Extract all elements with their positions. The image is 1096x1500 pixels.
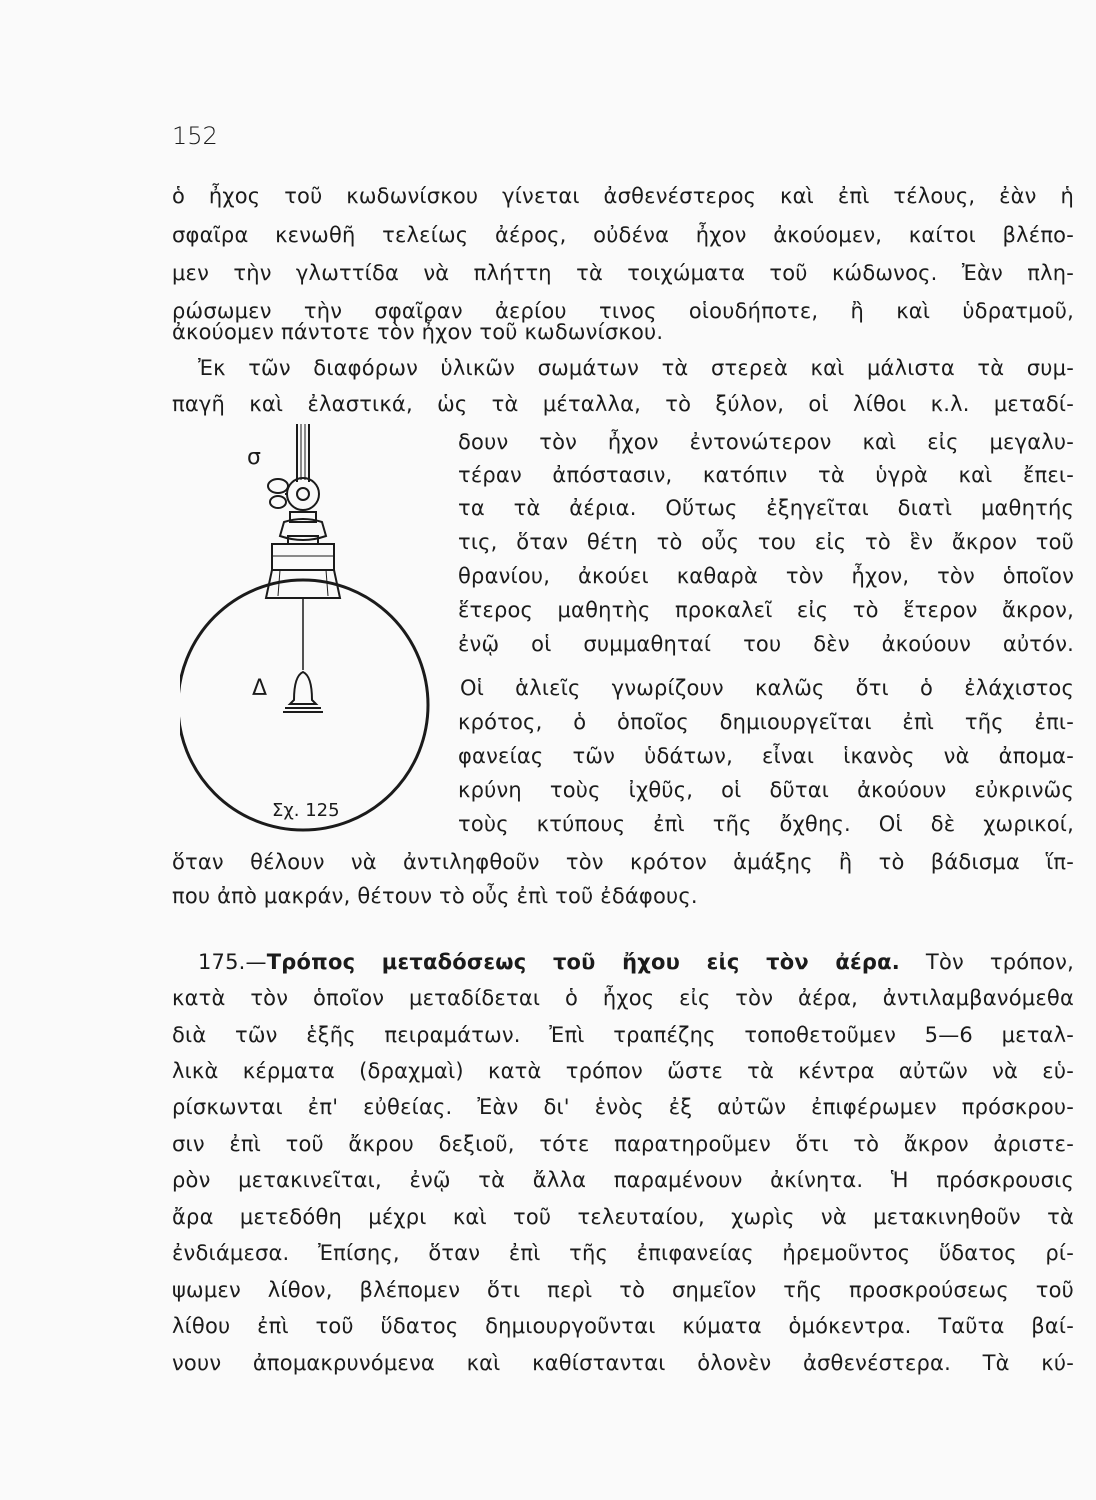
text-line: λικὰ κέρματα (δραχμαὶ) κατὰ τρόπον ὥστε τὰ κέντρα αὐτῶν νὰ εὑ-	[172, 1059, 1074, 1083]
text-line: σφαῖρα κενωθῆ τελείως ἀέρος, οὐδένα ἦχον ἀκούομεν, καίτοι βλέπο-	[172, 223, 1074, 247]
figure-caption: Σχ. 125	[272, 800, 340, 821]
text-line: ὁ ἦχος τοῦ κωδωνίσκου γίνεται ἀσθενέστερος καὶ ἐπὶ τέλους, ἐὰν ἡ	[172, 184, 1074, 208]
page-number: 152	[172, 122, 218, 150]
text-line: ρώσωμεν τὴν σφαῖραν ἀερίου τινος οἱουδήποτε, ἢ καὶ ὑδρατμοῦ,	[172, 299, 1074, 323]
section-title: Τρόπος μεταδόσεως τοῦ ἤχου εἰς τὸν ἀέρα.	[266, 950, 900, 974]
text-line: κρότος, ὁ ὁποῖος δημιουργεῖται ἐπὶ τῆς ἐπι-	[458, 710, 1074, 734]
text-line: θρανίου, ἀκούει καθαρὰ τὸν ἦχον, τὸν ὁποῖον	[458, 564, 1074, 588]
text-line: ψωμεν λίθον, βλέπομεν ὅτι περὶ τὸ σημεῖον τῆς προσκρούσεως τοῦ	[172, 1278, 1074, 1302]
text-line: που ἀπὸ μακράν, θέτουν τὸ οὖς ἐπὶ τοῦ ἐδάφους.	[172, 884, 698, 908]
text-line: λίθου ἐπὶ τοῦ ὕδατος δημιουργοῦνται κύματα ὁμόκεντρα. Ταῦτα βαί-	[172, 1314, 1074, 1338]
text-line: διὰ τῶν ἑξῆς πειραμάτων. Ἐπὶ τραπέζης τοποθετοῦμεν 5—6 μεταλ-	[172, 1023, 1074, 1047]
text-line: ρίσκωνται ἐπ' εὐθείας. Ἐὰν δι' ἑνὸς ἐξ αὐτῶν ἐπιφέρωμεν πρόσκρου-	[172, 1095, 1074, 1119]
section-number: 175.—	[198, 950, 267, 974]
text-line: ἕτερος μαθητὴς προκαλεῖ εἰς τὸ ἕτερον ἄκρον,	[458, 598, 1074, 622]
text-line: κρύνη τοὺς ἰχθῦς, οἱ δῦται ἀκούουν εὐκρινῶς	[458, 778, 1074, 802]
text-line: παγῆ καὶ ἐλαστικά, ὡς τὰ μέταλλα, τὸ ξύλον, οἱ λίθοι κ.λ. μεταδί-	[172, 392, 1074, 416]
text-line: ρὸν μετακινεῖται, ἐνῷ τὰ ἄλλα παραμένουν ἀκίνητα. Ἡ πρόσκρουσις	[172, 1168, 1074, 1192]
text-line: δουν τὸν ἦχον ἐντονώτερον καὶ εἰς μεγαλυ-	[458, 430, 1074, 454]
text-line: μεν τὴν γλωττίδα νὰ πλήττη τὰ τοιχώματα τοῦ κώδωνος. Ἐὰν πλη-	[172, 261, 1074, 285]
text-line: τοὺς κτύπους ἐπὶ τῆς ὄχθης. Οἱ δὲ χωρικοί,	[458, 812, 1074, 836]
text-line: τέραν ἀπόστασιν, κατόπιν τὰ ὑγρὰ καὶ ἔπει-	[458, 463, 1074, 487]
text-line: ἀκούομεν πάντοτε τὸν ἦχον τοῦ κωδωνίσκου.	[172, 320, 664, 344]
bell-sphere-illustration	[180, 420, 450, 840]
text-line: φανείας τῶν ὑδάτων, εἶναι ἱκανὸς νὰ ἀπομα-	[458, 744, 1074, 768]
text-line: ἄρα μετεδόθη μέχρι καὶ τοῦ τελευταίου, χωρὶς νὰ μετακινηθοῦν τὰ	[172, 1205, 1074, 1229]
text-line: ἐνῷ οἱ συμμαθηταί του δὲν ἀκούουν αὐτόν.	[458, 632, 1074, 656]
section-first-line-rest: Τὸν τρόπον,	[899, 950, 1074, 974]
figure-label-delta: Δ	[252, 676, 268, 701]
section-heading-line	[198, 950, 1074, 974]
text-line: κατὰ τὸν ὁποῖον μεταδίδεται ὁ ἦχος εἰς τὸν ἀέρα, ἀντιλαμβανόμεθα	[172, 986, 1074, 1010]
text-line: Οἱ ἁλιεῖς γνωρίζουν καλῶς ὅτι ὁ ἐλάχιστος	[460, 676, 1074, 700]
text-line: τα τὰ ἀέρια. Οὕτως ἐξηγεῖται διατὶ μαθητής	[458, 496, 1074, 520]
text-line: Ἐκ τῶν διαφόρων ὑλικῶν σωμάτων τὰ στερεὰ καὶ μάλιστα τὰ συμ-	[198, 356, 1074, 380]
text-line: τις, ὅταν θέτη τὸ οὖς του εἰς τὸ ἓν ἄκρον τοῦ	[458, 530, 1074, 554]
text-line: νουν ἀπομακρυνόμενα καὶ καθίστανται ὁλονὲν ἀσθενέστερα. Τὰ κύ-	[172, 1351, 1074, 1375]
text-line: σιν ἐπὶ τοῦ ἄκρου δεξιοῦ, τότε παρατηροῦμεν ὅτι τὸ ἄκρον ἀριστε-	[172, 1132, 1074, 1156]
figure-label-sigma: σ	[247, 445, 261, 470]
text-line: ἐνδιάμεσα. Ἐπίσης, ὅταν ἐπὶ τῆς ἐπιφανείας ἠρεμοῦντος ὕδατος ρί-	[172, 1241, 1074, 1265]
figure-bell-in-sphere	[180, 420, 450, 840]
text-line: ὅταν θέλουν νὰ ἀντιληφθοῦν τὸν κρότον ἁμάξης ἢ τὸ βάδισμα ἵπ-	[172, 850, 1074, 874]
